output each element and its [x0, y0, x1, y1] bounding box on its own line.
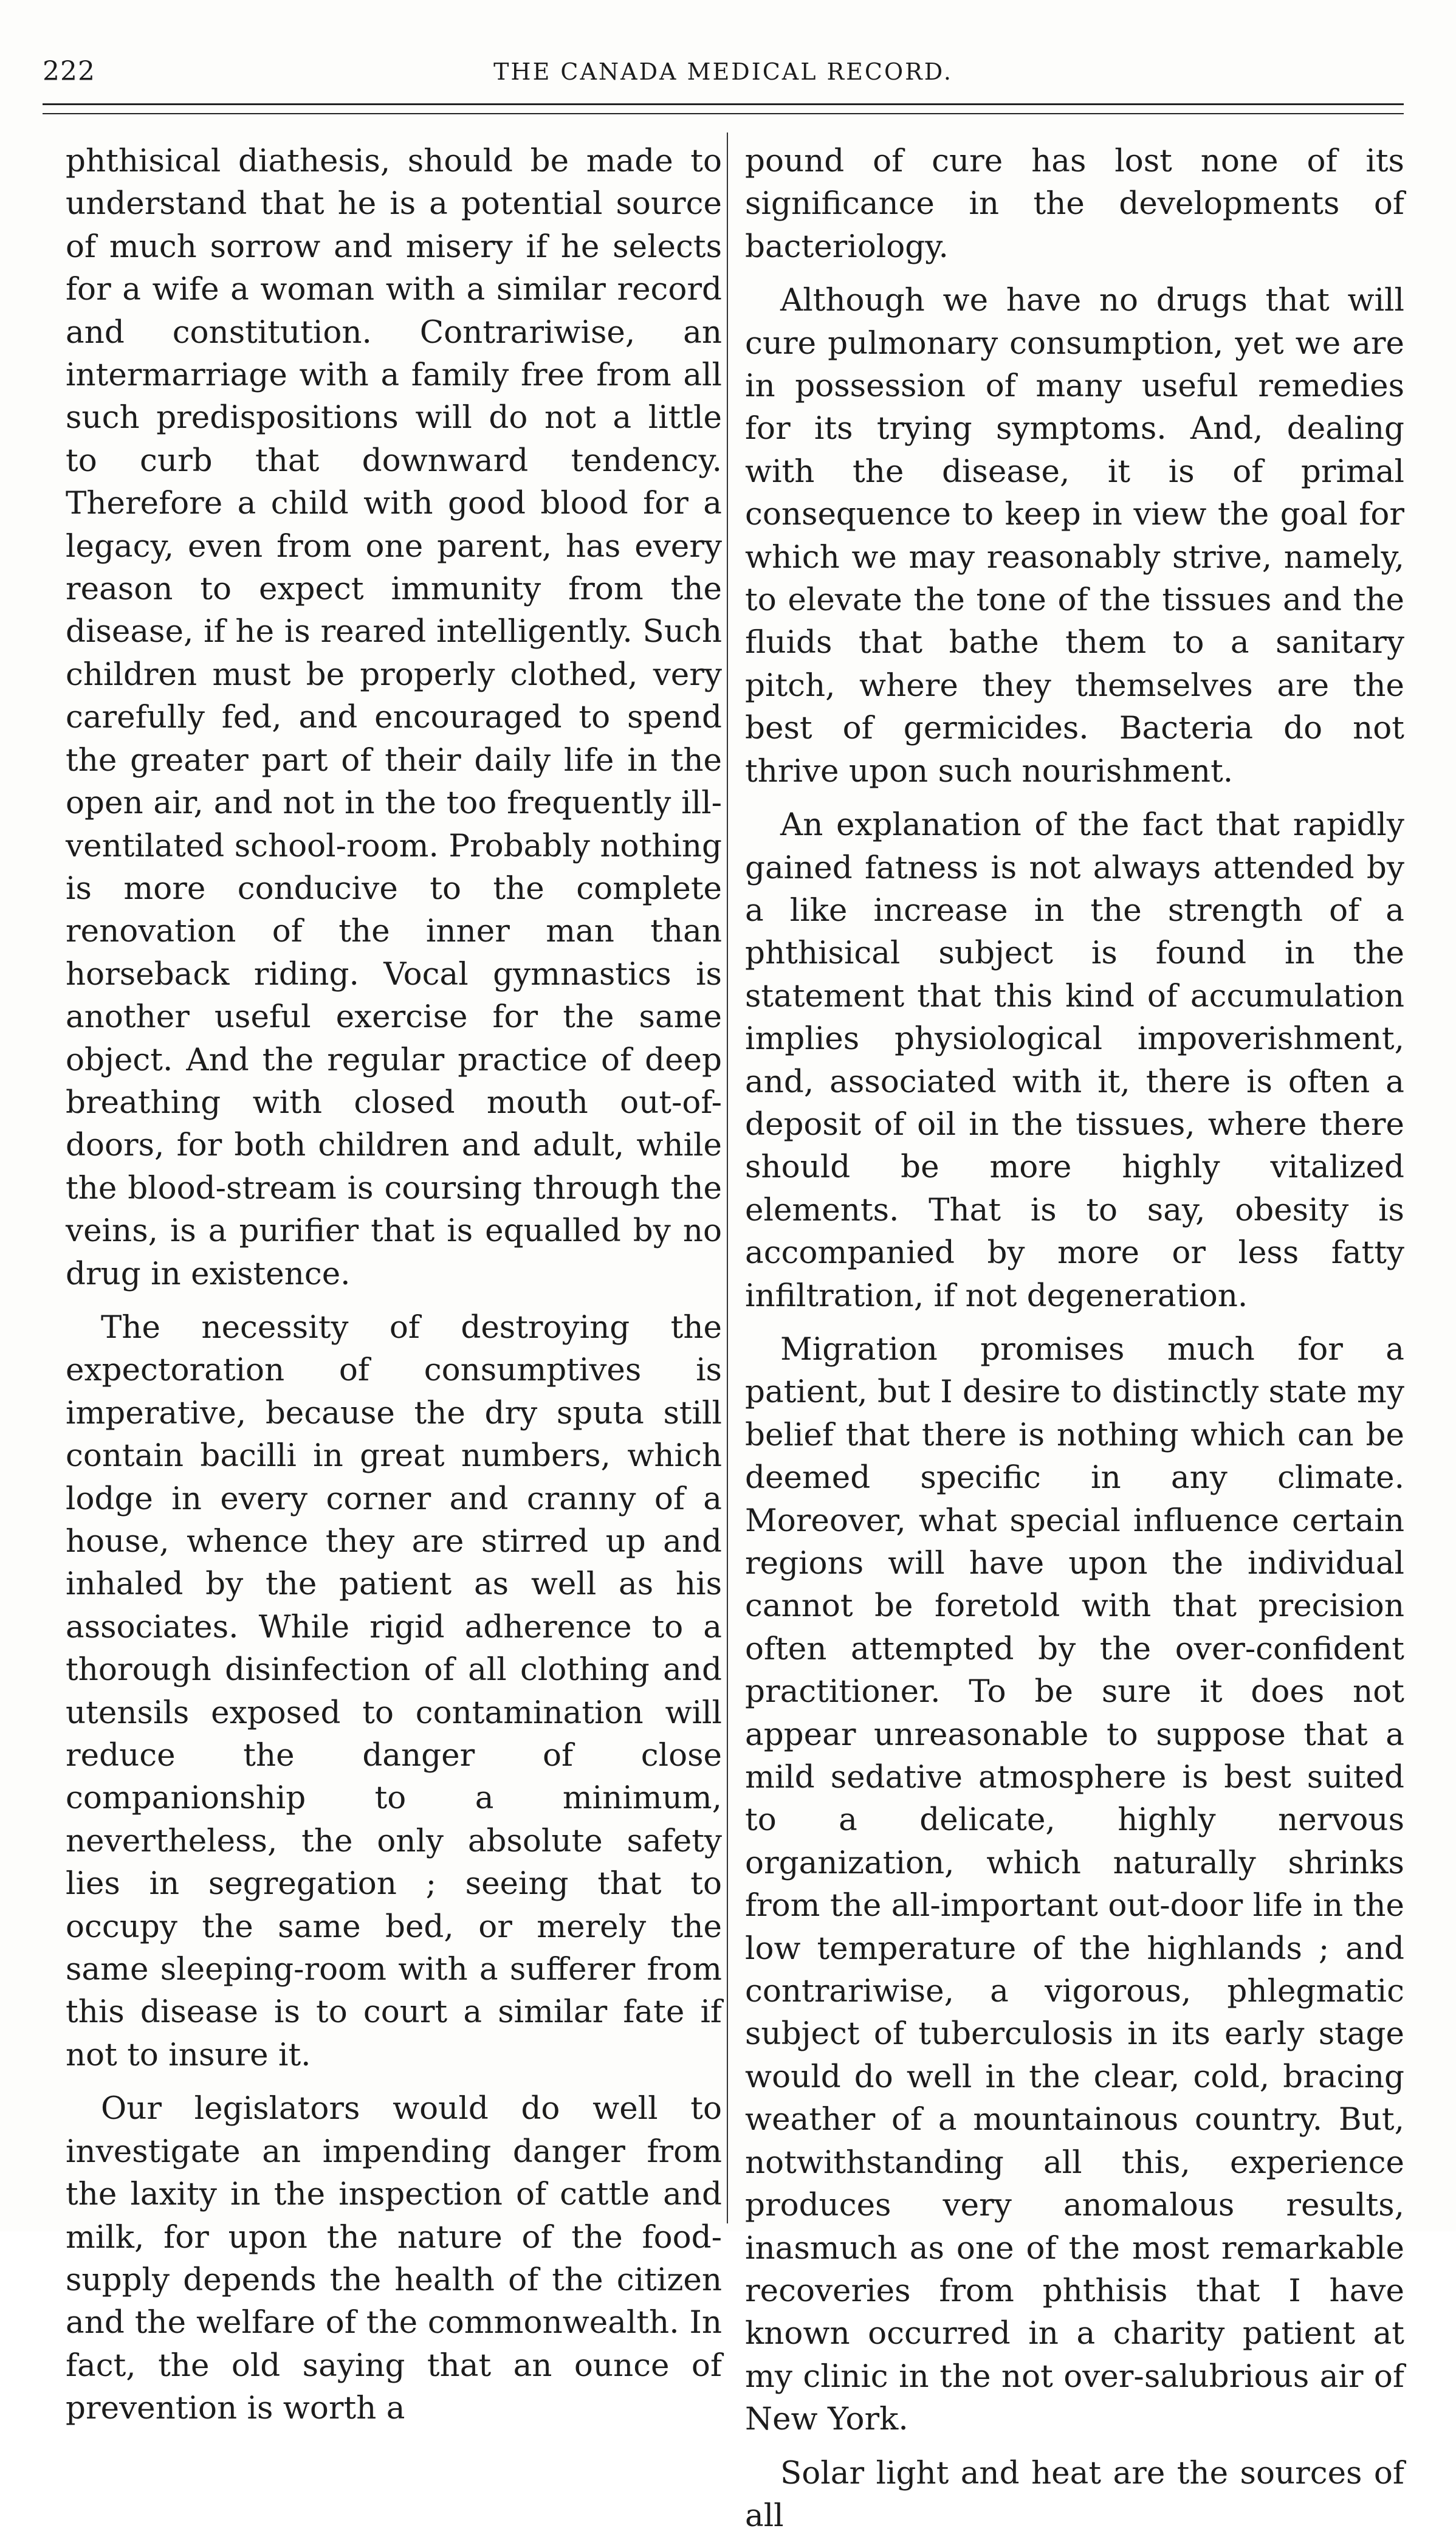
right-paragraph-4: Migration promises much for a patient, but I desire to distinctly state my belief that there is nothing which can be deemed specific in any climate. Moreover, what special influence certain regions will have upon the individual cannot be foretold with that precision often attempted by the over-confident practitioner. To be sure it does not appear unreasonable to suppose that a mild sedative atmosphere is best suited to a delicate, highly nervous organization, which naturally shrinks from the all-important out-door life in the low temperature of the highlands ; and contrariwise, a vigorous, phlegmatic subject of tuberculosis in its early stage would do well in the clear, cold, bracing weather of a mountainous country. But, notwithstanding all this, experience produces very anomalous results, inasmuch as one of the most remarkable recoveries from phthisis that I have known occurred in a charity patient at my clinic in the not over-salubrious air of New York. [745, 1331, 1404, 2438]
left-column [66, 140, 722, 2441]
running-head: THE CANADA MEDICAL RECORD. [493, 58, 953, 85]
left-paragraph-2: The necessity of destroying the expectoration of consumptives is imperative, because the dry sputa still contain bacilli in great numbers, which lodge in every corner and cranny of a house, whence they are stirred up and inhaled by the patient as well as his associates. While rigid adherence to a thorough disinfection of all clothing and utensils exposed to contamination will reduce the danger of close companionship to a minimum, nevertheless, the only absolute safety lies in segregation ; seeing that to occupy the same bed, or merely the same sleeping-room with a sufferer from this disease is to court a similar fate if not to insure it. [66, 1309, 722, 2073]
header-rule-lower [43, 113, 1404, 114]
right-column [745, 140, 1404, 2548]
left-paragraph-3: Our legislators would do well to investigate an impending danger from the laxity in the inspection of cattle and milk, for upon the nature of the food-supply depends the health of the citizen and the welfare of the commonwealth. In fact, the old saying that an ounce of prevention is worth a [66, 2090, 722, 2427]
column-divider [727, 133, 728, 2223]
page-number: 222 [43, 56, 95, 87]
right-paragraph-2: Although we have no drugs that will cure pulmonary consumption, yet we are in possession of many useful remedies for its trying symptoms. And, dealing with the disease, it is of primal consequence to keep in view the goal for which we may reasonably strive, namely, to elevate the tone of the tissues and the fluids that bathe them to a sanitary pitch, where they themselves are the best of germicides. Bacteria do not thrive upon such nourishment. [745, 282, 1404, 790]
page-header [43, 56, 1404, 92]
right-paragraph-3: An explanation of the fact that rapidly gained fatness is not always attended by a like increase in the strength of a phthisical subject is found in the statement that this kind of accumulation implies physiological impoverishment, and, associated with it, there is often a deposit of oil in the tissues, where there should be more highly vitalized elements. That is to say, obesity is accompanied by more or less fatty infiltration, if not degeneration. [745, 807, 1404, 1314]
left-paragraph-1: phthisical diathesis, should be made to understand that he is a potential source of much sorrow and misery if he selects for a wife a woman with a similar record and constitution. Contrariwise, an intermarriage with a family free from all such predispositions will do not a little to curb that downward tendency. Therefore a child with good blood for a legacy, even from one parent, has every reason to expect immunity from the disease, if he is reared intelligently. Such children must be properly clothed, very carefully fed, and encouraged to spend the greater part of their daily life in the open air, and not in the too frequently ill-ventilated school-room. Probably nothing is more conducive to the complete renovation of the inner man than horseback riding. Vocal gymnastics is another useful exercise for the same object. And the regular practice of deep breathing with closed mouth out-of-doors, for both children and adult, while the blood-stream is coursing through the veins, is a purifier that is equalled by no drug in existence. [66, 143, 722, 1292]
header-rule-upper [43, 103, 1404, 105]
right-paragraph-5: Solar light and heat are the sources of all [745, 2454, 1404, 2534]
right-paragraph-1: pound of cure has lost none of its significance in the developments of bacteriology. [745, 143, 1404, 265]
